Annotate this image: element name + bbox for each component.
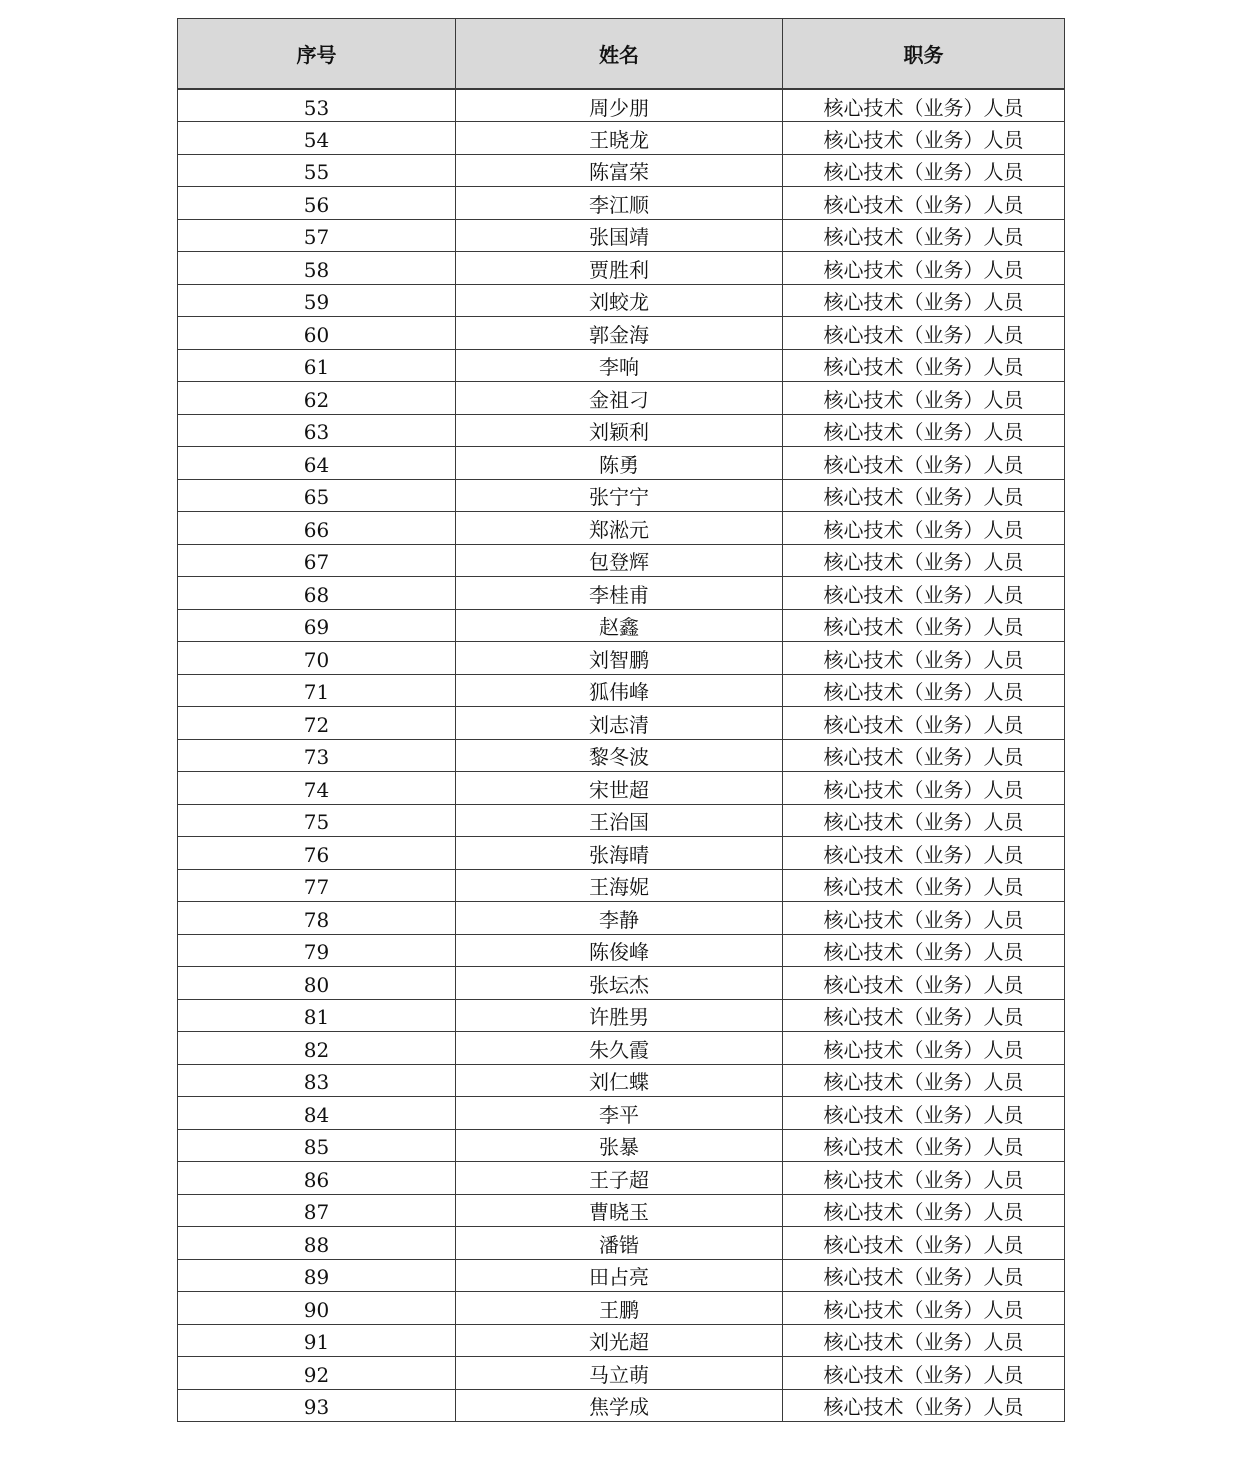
cell-name: 李响 <box>456 349 783 382</box>
cell-name: 陈勇 <box>456 447 783 480</box>
cell-serial-number: 81 <box>178 999 456 1032</box>
table-row <box>178 642 1065 675</box>
cell-name: 周少朋 <box>456 89 783 122</box>
cell-name: 刘仁蝶 <box>456 1064 783 1097</box>
cell-name: 张暴 <box>456 1129 783 1162</box>
cell-serial-number: 86 <box>178 1162 456 1195</box>
personnel-table <box>177 18 1065 1422</box>
table-row <box>178 1357 1065 1390</box>
table-header <box>178 19 1065 90</box>
cell-serial-number: 69 <box>178 609 456 642</box>
cell-name: 李江顺 <box>456 187 783 220</box>
table-row <box>178 252 1065 285</box>
cell-name: 黎冬波 <box>456 739 783 772</box>
cell-position: 核心技术（业务）人员 <box>783 284 1065 317</box>
cell-position: 核心技术（业务）人员 <box>783 1357 1065 1390</box>
cell-serial-number: 93 <box>178 1389 456 1422</box>
table-row <box>178 1194 1065 1227</box>
cell-position: 核心技术（业务）人员 <box>783 772 1065 805</box>
cell-name: 李桂甫 <box>456 577 783 610</box>
cell-name: 王鹏 <box>456 1292 783 1325</box>
cell-position: 核心技术（业务）人员 <box>783 1194 1065 1227</box>
table-row <box>178 382 1065 415</box>
cell-position: 核心技术（业务）人员 <box>783 739 1065 772</box>
cell-serial-number: 68 <box>178 577 456 610</box>
cell-serial-number: 79 <box>178 934 456 967</box>
cell-serial-number: 62 <box>178 382 456 415</box>
cell-position: 核心技术（业务）人员 <box>783 609 1065 642</box>
cell-name: 李平 <box>456 1097 783 1130</box>
cell-name: 田占亮 <box>456 1259 783 1292</box>
cell-name: 狐伟峰 <box>456 674 783 707</box>
cell-name: 许胜男 <box>456 999 783 1032</box>
cell-name: 刘智鹏 <box>456 642 783 675</box>
table-body <box>178 89 1065 1422</box>
table-row <box>178 512 1065 545</box>
cell-serial-number: 76 <box>178 837 456 870</box>
cell-position: 核心技术（业务）人员 <box>783 577 1065 610</box>
cell-position: 核心技术（业务）人员 <box>783 1129 1065 1162</box>
cell-name: 王子超 <box>456 1162 783 1195</box>
table-row <box>178 284 1065 317</box>
table-row <box>178 1129 1065 1162</box>
cell-position: 核心技术（业务）人员 <box>783 1064 1065 1097</box>
cell-serial-number: 91 <box>178 1324 456 1357</box>
header-name: 姓名 <box>456 19 783 90</box>
table-row <box>178 837 1065 870</box>
cell-serial-number: 56 <box>178 187 456 220</box>
cell-serial-number: 77 <box>178 869 456 902</box>
cell-serial-number: 54 <box>178 122 456 155</box>
cell-name: 朱久霞 <box>456 1032 783 1065</box>
cell-name: 李静 <box>456 902 783 935</box>
cell-position: 核心技术（业务）人员 <box>783 382 1065 415</box>
cell-name: 张宁宁 <box>456 479 783 512</box>
cell-position: 核心技术（业务）人员 <box>783 1324 1065 1357</box>
cell-position: 核心技术（业务）人员 <box>783 1162 1065 1195</box>
cell-position: 核心技术（业务）人员 <box>783 1097 1065 1130</box>
cell-serial-number: 78 <box>178 902 456 935</box>
cell-serial-number: 53 <box>178 89 456 122</box>
cell-position: 核心技术（业务）人员 <box>783 122 1065 155</box>
cell-serial-number: 82 <box>178 1032 456 1065</box>
cell-position: 核心技术（业务）人员 <box>783 869 1065 902</box>
cell-name: 金祖刁 <box>456 382 783 415</box>
cell-position: 核心技术（业务）人员 <box>783 512 1065 545</box>
table-row <box>178 544 1065 577</box>
cell-name: 包登辉 <box>456 544 783 577</box>
cell-name: 张国靖 <box>456 219 783 252</box>
table-row <box>178 707 1065 740</box>
cell-serial-number: 85 <box>178 1129 456 1162</box>
cell-name: 曹晓玉 <box>456 1194 783 1227</box>
cell-serial-number: 75 <box>178 804 456 837</box>
table-row <box>178 1324 1065 1357</box>
table-row <box>178 1389 1065 1422</box>
table-row <box>178 739 1065 772</box>
cell-name: 张海晴 <box>456 837 783 870</box>
cell-name: 宋世超 <box>456 772 783 805</box>
header-row <box>178 19 1065 90</box>
table-row <box>178 154 1065 187</box>
table-row <box>178 902 1065 935</box>
cell-serial-number: 73 <box>178 739 456 772</box>
cell-serial-number: 67 <box>178 544 456 577</box>
cell-serial-number: 61 <box>178 349 456 382</box>
cell-name: 张坛杰 <box>456 967 783 1000</box>
table-row <box>178 1064 1065 1097</box>
cell-position: 核心技术（业务）人员 <box>783 1227 1065 1260</box>
cell-position: 核心技术（业务）人员 <box>783 1259 1065 1292</box>
table-row <box>178 967 1065 1000</box>
cell-name: 郭金海 <box>456 317 783 350</box>
cell-serial-number: 57 <box>178 219 456 252</box>
cell-serial-number: 60 <box>178 317 456 350</box>
cell-position: 核心技术（业务）人员 <box>783 902 1065 935</box>
cell-name: 王晓龙 <box>456 122 783 155</box>
cell-name: 陈俊峰 <box>456 934 783 967</box>
cell-name: 王治国 <box>456 804 783 837</box>
cell-serial-number: 55 <box>178 154 456 187</box>
cell-serial-number: 71 <box>178 674 456 707</box>
cell-serial-number: 64 <box>178 447 456 480</box>
table-row <box>178 609 1065 642</box>
cell-serial-number: 66 <box>178 512 456 545</box>
table-row <box>178 869 1065 902</box>
cell-position: 核心技术（业务）人员 <box>783 479 1065 512</box>
table-row <box>178 447 1065 480</box>
cell-position: 核心技术（业务）人员 <box>783 349 1065 382</box>
cell-name: 马立萌 <box>456 1357 783 1390</box>
table-row <box>178 187 1065 220</box>
table-row <box>178 1162 1065 1195</box>
cell-serial-number: 88 <box>178 1227 456 1260</box>
cell-serial-number: 90 <box>178 1292 456 1325</box>
cell-serial-number: 92 <box>178 1357 456 1390</box>
cell-serial-number: 65 <box>178 479 456 512</box>
table-row <box>178 317 1065 350</box>
table-row <box>178 1259 1065 1292</box>
header-position: 职务 <box>783 19 1065 90</box>
cell-position: 核心技术（业务）人员 <box>783 447 1065 480</box>
cell-name: 刘蛟龙 <box>456 284 783 317</box>
cell-name: 贾胜利 <box>456 252 783 285</box>
cell-position: 核心技术（业务）人员 <box>783 317 1065 350</box>
cell-position: 核心技术（业务）人员 <box>783 544 1065 577</box>
cell-position: 核心技术（业务）人员 <box>783 252 1065 285</box>
cell-position: 核心技术（业务）人员 <box>783 934 1065 967</box>
cell-name: 刘志清 <box>456 707 783 740</box>
table-row <box>178 1032 1065 1065</box>
cell-name: 陈富荣 <box>456 154 783 187</box>
table-row <box>178 934 1065 967</box>
cell-position: 核心技术（业务）人员 <box>783 674 1065 707</box>
cell-serial-number: 84 <box>178 1097 456 1130</box>
cell-name: 潘锴 <box>456 1227 783 1260</box>
table-row <box>178 577 1065 610</box>
table-row <box>178 674 1065 707</box>
cell-position: 核心技术（业务）人员 <box>783 219 1065 252</box>
table-row <box>178 804 1065 837</box>
table-row <box>178 1097 1065 1130</box>
cell-serial-number: 87 <box>178 1194 456 1227</box>
table-row <box>178 1227 1065 1260</box>
cell-position: 核心技术（业务）人员 <box>783 414 1065 447</box>
cell-position: 核心技术（业务）人员 <box>783 707 1065 740</box>
cell-name: 刘光超 <box>456 1324 783 1357</box>
cell-serial-number: 83 <box>178 1064 456 1097</box>
cell-position: 核心技术（业务）人员 <box>783 804 1065 837</box>
cell-name: 焦学成 <box>456 1389 783 1422</box>
cell-name: 赵鑫 <box>456 609 783 642</box>
table-row <box>178 122 1065 155</box>
cell-position: 核心技术（业务）人员 <box>783 187 1065 220</box>
table-row <box>178 414 1065 447</box>
cell-serial-number: 59 <box>178 284 456 317</box>
cell-position: 核心技术（业务）人员 <box>783 837 1065 870</box>
cell-position: 核心技术（业务）人员 <box>783 999 1065 1032</box>
cell-name: 郑淞元 <box>456 512 783 545</box>
cell-position: 核心技术（业务）人员 <box>783 1389 1065 1422</box>
cell-position: 核心技术（业务）人员 <box>783 1292 1065 1325</box>
cell-serial-number: 89 <box>178 1259 456 1292</box>
cell-name: 刘颖利 <box>456 414 783 447</box>
cell-position: 核心技术（业务）人员 <box>783 967 1065 1000</box>
header-serial-number: 序号 <box>178 19 456 90</box>
table-row <box>178 999 1065 1032</box>
cell-serial-number: 74 <box>178 772 456 805</box>
cell-serial-number: 80 <box>178 967 456 1000</box>
cell-serial-number: 63 <box>178 414 456 447</box>
cell-position: 核心技术（业务）人员 <box>783 642 1065 675</box>
cell-name: 王海妮 <box>456 869 783 902</box>
cell-position: 核心技术（业务）人员 <box>783 89 1065 122</box>
table-row <box>178 479 1065 512</box>
cell-position: 核心技术（业务）人员 <box>783 154 1065 187</box>
cell-serial-number: 70 <box>178 642 456 675</box>
cell-serial-number: 72 <box>178 707 456 740</box>
table-row <box>178 89 1065 122</box>
table-row <box>178 349 1065 382</box>
cell-serial-number: 58 <box>178 252 456 285</box>
table-row <box>178 772 1065 805</box>
table-row <box>178 1292 1065 1325</box>
cell-position: 核心技术（业务）人员 <box>783 1032 1065 1065</box>
table-row <box>178 219 1065 252</box>
